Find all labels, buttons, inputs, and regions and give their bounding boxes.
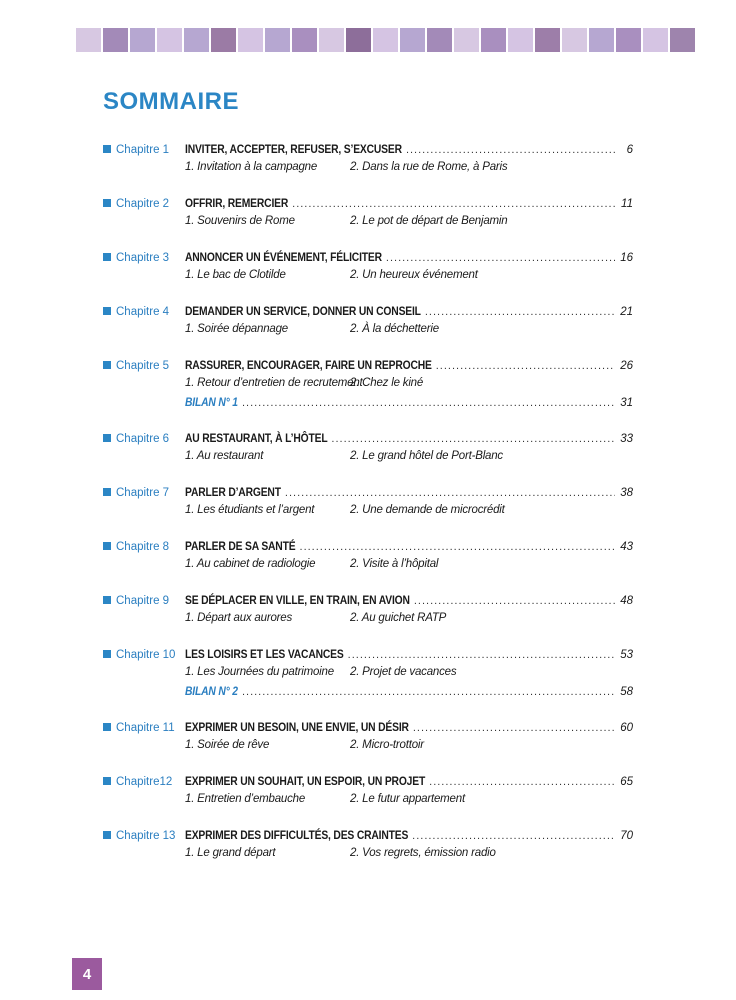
toc-chapter [103, 720, 633, 757]
section-2: 2. À la déchetterie [350, 323, 439, 335]
chapter-label [103, 360, 185, 372]
page-ref: 31 [620, 397, 633, 409]
chapter-number: Chapitre12 [116, 776, 173, 788]
toc-chapter [103, 774, 633, 811]
toc-chapter [103, 828, 633, 865]
section-2: 2. Un heureux événement [350, 269, 478, 281]
chapter-number: Chapitre 5 [116, 360, 170, 372]
section-2: 2. Le futur appartement [350, 793, 465, 805]
toc-entry-line[interactable] [103, 720, 633, 739]
section-1: 1. Au cabinet de radiologie [185, 558, 316, 570]
dot-leader [242, 397, 615, 409]
page-ref: 26 [620, 360, 633, 372]
strip-square [481, 28, 506, 52]
section-1: 1. Entretien d’embauche [185, 793, 306, 805]
section-1: 1. Les étudiants et l’argent [185, 504, 315, 516]
chapter-label [103, 649, 185, 661]
page-ref: 33 [620, 433, 633, 445]
strip-square [562, 28, 587, 52]
chapter-number: Chapitre 3 [116, 252, 170, 264]
strip-square [400, 28, 425, 52]
strip-square [373, 28, 398, 52]
dot-leader [300, 541, 615, 553]
dot-leader [285, 487, 615, 499]
toc-entry-line[interactable] [103, 142, 633, 161]
bilan-entry[interactable] [185, 395, 633, 414]
chapter-number: Chapitre 2 [116, 198, 170, 210]
chapter-title: EXPRIMER UN BESOIN, UNE ENVIE, UN DÉSIR [185, 720, 409, 734]
strip-square [670, 28, 695, 52]
strip-square [427, 28, 452, 52]
chapter-sections [185, 793, 633, 811]
toc-chapter [103, 358, 633, 414]
chapter-sections [185, 739, 633, 757]
dot-leader [292, 198, 615, 210]
strip-square [616, 28, 641, 52]
section-2: 2. Le pot de départ de Benjamin [350, 215, 508, 227]
strip-square [454, 28, 479, 52]
dot-leader [242, 686, 615, 698]
section-2: 2. Dans la rue de Rome, à Paris [350, 161, 508, 173]
chapter-title: RASSURER, ENCOURAGER, FAIRE UN REPROCHE [185, 358, 432, 372]
chapter-sections [185, 269, 633, 287]
toc-chapter [103, 196, 633, 233]
chapter-number: Chapitre 9 [116, 595, 170, 607]
bullet-square-icon [103, 831, 111, 839]
page-number: 4 [82, 965, 92, 983]
chapter-sections [185, 612, 633, 630]
page-ref: 65 [620, 776, 633, 788]
section-1: 1. Départ aux aurores [185, 612, 293, 624]
section-1: 1. Soirée dépannage [185, 323, 288, 335]
chapter-title: OFFRIR, REMERCIER [185, 196, 289, 210]
section-2: 2. Visite à l’hôpital [350, 558, 439, 570]
section-2: 2. Au guichet RATP [350, 612, 447, 624]
chapter-sections [185, 666, 633, 684]
bilan-title: BILAN N° 1 [185, 395, 238, 409]
bullet-square-icon [103, 253, 111, 261]
chapter-label [103, 830, 185, 842]
bullet-square-icon [103, 307, 111, 315]
toc-entry-line[interactable] [103, 647, 633, 666]
section-1: 1. Invitation à la campagne [185, 161, 318, 173]
toc-entry-line[interactable] [103, 485, 633, 504]
chapter-number: Chapitre 1 [116, 144, 170, 156]
chapter-label [103, 144, 185, 156]
chapter-sections [185, 161, 633, 179]
section-1: 1. Au restaurant [185, 450, 264, 462]
chapter-label [103, 595, 185, 607]
page-ref: 38 [620, 487, 633, 499]
bullet-square-icon [103, 145, 111, 153]
page-ref: 48 [620, 595, 633, 607]
section-2: 2. Une demande de microcrédit [350, 504, 505, 516]
toc-chapter [103, 304, 633, 341]
chapter-title: SE DÉPLACER EN VILLE, EN TRAIN, EN AVION [185, 593, 410, 607]
bullet-square-icon [103, 361, 111, 369]
chapter-label [103, 306, 185, 318]
page-number-badge [72, 958, 102, 990]
dot-leader [412, 830, 615, 842]
page-title: SOMMAIRE [103, 88, 239, 115]
chapter-label [103, 433, 185, 445]
strip-square [319, 28, 344, 52]
chapter-title: PARLER DE SA SANTÉ [185, 539, 296, 553]
chapter-number: Chapitre 11 [116, 722, 175, 734]
chapter-number: Chapitre 13 [116, 830, 176, 842]
chapter-sections [185, 504, 633, 522]
strip-square [184, 28, 209, 52]
dot-leader [413, 722, 615, 734]
section-1: 1. Le bac de Clotilde [185, 269, 286, 281]
section-2: 2. Projet de vacances [350, 666, 457, 678]
toc-entry-line[interactable] [103, 250, 633, 269]
section-1: 1. Les Journées du patrimoine [185, 666, 334, 678]
page-ref: 53 [620, 649, 633, 661]
strip-square [157, 28, 182, 52]
dot-leader [414, 595, 615, 607]
dot-leader [429, 776, 615, 788]
toc-entry-line[interactable] [103, 539, 633, 558]
bullet-square-icon [103, 650, 111, 658]
bullet-square-icon [103, 434, 111, 442]
strip-square [265, 28, 290, 52]
chapter-title: DEMANDER UN SERVICE, DONNER UN CONSEIL [185, 304, 421, 318]
toc-entry-line[interactable] [103, 593, 633, 612]
header-color-strip [76, 28, 695, 52]
dot-leader [425, 306, 615, 318]
toc-chapter [103, 250, 633, 287]
page-ref: 6 [626, 144, 633, 156]
toc-chapter [103, 431, 633, 468]
section-2: 2. Chez le kiné [350, 377, 424, 389]
chapter-number: Chapitre 6 [116, 433, 170, 445]
toc-entry-line[interactable] [103, 304, 633, 323]
page-ref: 58 [620, 686, 633, 698]
table-of-contents [103, 142, 633, 882]
bilan-entry[interactable] [185, 684, 633, 703]
chapter-label [103, 198, 185, 210]
chapter-sections [185, 450, 633, 468]
dot-leader [348, 649, 615, 661]
chapter-label [103, 487, 185, 499]
bullet-square-icon [103, 723, 111, 731]
page-ref: 21 [620, 306, 633, 318]
chapter-label [103, 722, 185, 734]
chapter-sections [185, 377, 633, 395]
strip-square [238, 28, 263, 52]
strip-square [76, 28, 101, 52]
chapter-title: PARLER D’ARGENT [185, 485, 281, 499]
page-ref: 11 [621, 198, 633, 210]
strip-square [130, 28, 155, 52]
toc-entry-line[interactable] [103, 828, 633, 847]
dot-leader [386, 252, 615, 264]
chapter-number: Chapitre 10 [116, 649, 176, 661]
chapter-number: Chapitre 7 [116, 487, 170, 499]
chapter-title: AU RESTAURANT, À L’HÔTEL [185, 431, 328, 445]
chapter-title: LES LOISIRS ET LES VACANCES [185, 647, 344, 661]
toc-chapter [103, 485, 633, 522]
bullet-square-icon [103, 777, 111, 785]
chapter-label [103, 541, 185, 553]
page-ref: 60 [620, 722, 633, 734]
strip-square [103, 28, 128, 52]
strip-square [589, 28, 614, 52]
chapter-number: Chapitre 4 [116, 306, 170, 318]
chapter-title: INVITER, ACCEPTER, REFUSER, S’EXCUSER [185, 142, 402, 156]
toc-entry-line[interactable] [103, 431, 633, 450]
chapter-sections [185, 215, 633, 233]
page-ref: 70 [620, 830, 633, 842]
toc-chapter [103, 593, 633, 630]
chapter-label [103, 252, 185, 264]
strip-square [346, 28, 371, 52]
chapter-title: EXPRIMER UN SOUHAIT, UN ESPOIR, UN PROJET [185, 774, 426, 788]
page-ref: 43 [620, 541, 633, 553]
dot-leader [331, 433, 615, 445]
toc-chapter [103, 647, 633, 703]
chapter-sections [185, 558, 633, 576]
chapter-number: Chapitre 8 [116, 541, 170, 553]
dot-leader [436, 360, 615, 372]
strip-square [643, 28, 668, 52]
bilan-title: BILAN N° 2 [185, 684, 238, 698]
section-2: 2. Le grand hôtel de Port-Blanc [350, 450, 503, 462]
chapter-sections [185, 847, 633, 865]
chapter-title: EXPRIMER DES DIFFICULTÉS, DES CRAINTES [185, 828, 409, 842]
section-2: 2. Micro-trottoir [350, 739, 424, 751]
bullet-square-icon [103, 199, 111, 207]
strip-square [211, 28, 236, 52]
section-1: 1. Le grand départ [185, 847, 276, 859]
page-ref: 16 [620, 252, 633, 264]
bullet-square-icon [103, 596, 111, 604]
section-1: 1. Soirée de rêve [185, 739, 270, 751]
toc-chapter [103, 142, 633, 179]
strip-square [535, 28, 560, 52]
toc-entry-line[interactable] [103, 196, 633, 215]
chapter-title: ANNONCER UN ÉVÉNEMENT, FÉLICITER [185, 250, 382, 264]
chapter-sections [185, 323, 633, 341]
strip-square [508, 28, 533, 52]
strip-square [292, 28, 317, 52]
dot-leader [406, 144, 615, 156]
toc-chapter [103, 539, 633, 576]
section-1: 1. Retour d’entretien de recrutement [185, 377, 363, 389]
bullet-square-icon [103, 542, 111, 550]
toc-entry-line[interactable] [103, 358, 633, 377]
bullet-square-icon [103, 488, 111, 496]
section-1: 1. Souvenirs de Rome [185, 215, 295, 227]
toc-entry-line[interactable] [103, 774, 633, 793]
section-2: 2. Vos regrets, émission radio [350, 847, 496, 859]
chapter-label [103, 776, 185, 788]
